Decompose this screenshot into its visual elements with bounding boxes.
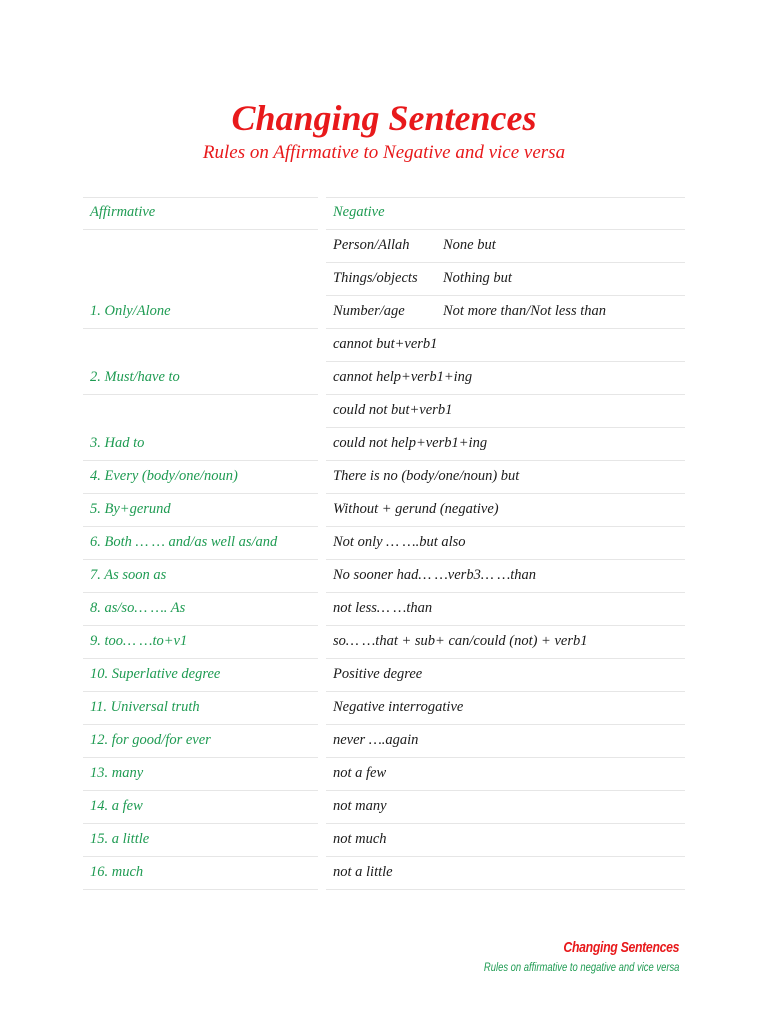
negative-cell: not a few — [333, 765, 387, 781]
footer-title: Changing Sentences — [563, 939, 679, 956]
affirmative-column-header: Affirmative — [90, 204, 156, 220]
affirmative-cell: 3. Had to — [90, 435, 145, 451]
affirmative-cell: 11. Universal truth — [90, 699, 200, 715]
negative-cell: could not help+verb1+ing — [333, 435, 488, 451]
table-header-row — [83, 197, 685, 230]
affirmative-cell: 7. As soon as — [90, 567, 167, 583]
table-row — [83, 659, 685, 692]
table-row — [83, 527, 685, 560]
negative-cell: Number/age — [333, 303, 405, 319]
table-row — [83, 824, 685, 857]
table-row — [83, 593, 685, 626]
table-row — [83, 626, 685, 659]
table-row — [83, 461, 685, 494]
table-row — [83, 362, 685, 395]
row-rule-right — [326, 889, 685, 890]
negative-detail-cell: Nothing but — [443, 270, 512, 286]
page-subtitle: Rules on Affirmative to Negative and vice versa — [202, 142, 566, 163]
negative-cell: There is no (body/one/noun) but — [333, 468, 520, 484]
table-body — [83, 230, 685, 890]
page-title: Changing Sentences — [231, 98, 537, 138]
table-row — [83, 791, 685, 824]
negative-cell: Not only … ….but also — [333, 534, 466, 550]
footer-subtitle: Rules on affirmative to negative and vice versa — [483, 962, 679, 974]
affirmative-cell: 14. a few — [90, 798, 143, 814]
table-row — [83, 857, 685, 890]
table-row — [83, 428, 685, 461]
negative-cell: cannot but+verb1 — [333, 336, 438, 352]
affirmative-cell: 13. many — [90, 765, 144, 781]
table-row — [83, 725, 685, 758]
negative-cell: not many — [333, 798, 387, 814]
affirmative-cell: 15. a little — [90, 831, 150, 847]
table-row — [83, 230, 685, 263]
affirmative-cell: 10. Superlative degree — [90, 666, 221, 682]
negative-cell: Negative interrogative — [333, 699, 464, 715]
negative-cell: not a little — [333, 864, 393, 880]
affirmative-cell: 8. as/so… …. As — [90, 600, 186, 616]
negative-cell: not much — [333, 831, 387, 847]
negative-detail-cell: Not more than/Not less than — [443, 303, 606, 319]
affirmative-cell: 9. too… …to+v1 — [90, 633, 188, 649]
affirmative-cell: 5. By+gerund — [90, 501, 171, 517]
negative-cell: so… …that + sub+ can/could (not) + verb1 — [333, 633, 588, 649]
negative-cell: cannot help+verb1+ing — [333, 369, 473, 385]
negative-cell: not less… …than — [333, 600, 433, 616]
table-row — [83, 263, 685, 296]
table-row — [83, 758, 685, 791]
negative-cell: Positive degree — [333, 666, 423, 682]
table-row — [83, 560, 685, 593]
negative-cell: Person/Allah — [333, 237, 410, 253]
affirmative-cell: 2. Must/have to — [90, 369, 180, 385]
negative-cell: could not but+verb1 — [333, 402, 453, 418]
negative-cell: Things/objects — [333, 270, 418, 286]
affirmative-cell: 4. Every (body/one/noun) — [90, 468, 238, 484]
affirmative-cell: 1. Only/Alone — [90, 303, 171, 319]
table-row — [83, 494, 685, 527]
negative-cell: Without + gerund (negative) — [333, 501, 499, 517]
affirmative-cell: 16. much — [90, 864, 144, 880]
row-rule-left — [83, 889, 318, 890]
negative-cell: No sooner had… …verb3… …than — [333, 567, 537, 583]
table-row — [83, 395, 685, 428]
affirmative-cell: 12. for good/for ever — [90, 732, 211, 748]
negative-detail-cell: None but — [443, 237, 496, 253]
rules-table — [83, 197, 685, 890]
table-row — [83, 329, 685, 362]
table-row — [83, 692, 685, 725]
affirmative-cell: 6. Both … … and/as well as/and — [90, 534, 278, 550]
negative-cell: never ….again — [333, 732, 419, 748]
table-row — [83, 296, 685, 329]
negative-column-header: Negative — [333, 204, 385, 220]
